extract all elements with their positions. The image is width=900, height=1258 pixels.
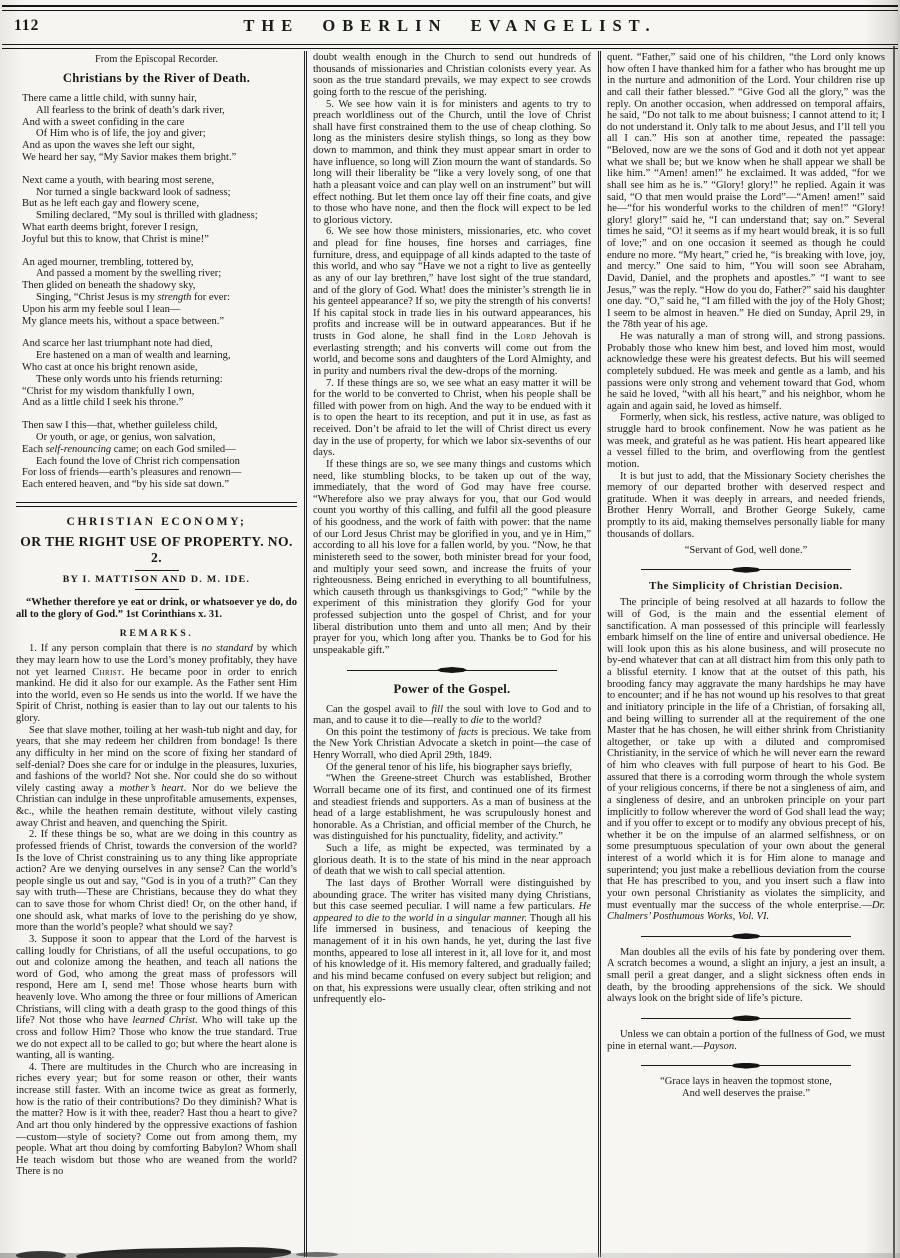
poem-line: And with a sweet confiding in the care bbox=[22, 116, 185, 128]
paragraph: Unless we can obtain a portion of the fullness of God, we must pine in eternal want.—Payson. bbox=[607, 1028, 885, 1052]
poem-line: Upon his arm my feeble soul I lean— bbox=[22, 303, 181, 315]
column-center bbox=[304, 51, 598, 1257]
poem-line: And passed a moment by the swelling river; bbox=[36, 268, 222, 280]
paragraph: Such a life, as might be expected, was terminated by a glorious death. It is to the state of his mind in the near approach of death that we wish to call special attention. bbox=[313, 843, 591, 878]
paragraph: The principle of being resolved at all hazards to follow the will of God, is the main and the essential element of sanctification. A man possessed of this principle will fearlessly embark himself on the line of entire and universal obedience. He will look upon this as his alone business, and will prosecute no by-end whatever that can at all distract him from this only path to a blissful eternity. I know that at the outset of this path, his brooding fancy may aggravate the many hardships he may have to encounter; and if he has not wound up his resolves to that great and initiatory principle in the life of a Christian, of forsaking all, and being willing to surrender all at the requirement of the one Master that he has chosen, he will either shrink from Christianity altogether, or take up with a diluted and compromised Christianity, in the service of which he will never earn the reward of him who cleaves with full purpose of heart to his God. Be assured that there is a corroding worm through the whole system of your religious concerns, if there be not a singleness of aim, and a singleness of desire, and an unbroken principle on your part implicitly to follow wherever the word of God shall lead the way; and if you offer to except or to modify any obvious precept of his, whether it be on the impulse of an alarmed selfishness, or on some presumptuous speculation of your own about the general interest of a world which it is for Him alone to manage and superintend; you just make a rebellious deviation from the course that He has prescribed to you, and you insert such a flaw into your own personal Christianity as violates the simplicity, and must eventually mar the success of the whole enterprise.—Dr. Chalmers’ Posthumous Works, Vol. VI. bbox=[607, 597, 885, 923]
poem-line: Or youth, or age, or genius, won salvation, bbox=[36, 431, 216, 443]
paragraph: If these things are so, we see many things and customs which need, like stumbling blocks, to be taken up out of the way, immediately, that the word of God may have free course. “Wherefore also we pray always for you, that our God would count you worthy of this calling, and fulfil all the good pleasure of his goodness, and the work of faith with power: that the name of our Lord Jesus Christ may be glorified in you, and ye in Him,” according to all his love for a fallen world, by you. “Now, he that ministereth seed to the sower, both minister bread for your food, and multiply your seed sown, and increase the fruits of your righteousness. Being enriched in everything to all bountifulness, which causeth through us thanksgivings to God;” “while by the experiment of this ministration they glorify God for your professed subjection unto the gospel of Christ, and for your liberal distribution unto them and unto all men; And by their prayer for you, which long after you. Thanks be to God for his unspeakable gift.” bbox=[313, 458, 591, 656]
column-right bbox=[598, 51, 892, 1257]
paragraph: 3. Suppose it soon to appear that the Lord of the harvest is calling loudly for Christians, of all the useful occupations, to go out and colonize among the heathen, and teach all nations the word of God, who among the great mass of professors will respond, Here am I, send me! Those whose hearts burn with heavenly love. Who among the three or four millions of American Christians, will cling with a death grasp to the good things of this life? Not those who have learned Christ. Who will take up the cross and follow Him? Those who know the true standard. True we do not expect all to be called to go; but where the heart alone is wanting, all is wanting. bbox=[16, 933, 297, 1062]
poem-line: Then saw I this—that, whether guileless child, bbox=[22, 420, 218, 432]
scripture-epigraph: “Whether therefore ye eat or drink, or whatsoever ye do, do all to the glory of God.” 1st Corinthians x. 31. bbox=[16, 596, 297, 621]
diamond-divider bbox=[641, 1059, 851, 1071]
diamond-divider bbox=[347, 664, 557, 676]
page-edge-rule bbox=[893, 46, 895, 1258]
paragraph: Man doubles all the evils of his fate by pondering over them. A scratch becomes a wound, a slight an injury, a jest an insult, a small peril a great danger, and a slight sickness often ends in death, by the brooding apprehensions of the sick. We should always look on the bright side of life’s picture. bbox=[607, 946, 885, 1005]
diamond-divider bbox=[641, 563, 851, 575]
poem-line: Joyful but this to know, that Christ is mine!” bbox=[22, 233, 209, 245]
paragraph: It is but just to add, that the Missionary Society cherishes the memory of our departed brother with deserved respect and gratitude. When it was deeply in arrears, and needed friends, Brother Henry Worrall, and Brother George Sukely, came promptly to its aid, making themselves personally liable for many thousands of dollars. bbox=[607, 470, 885, 540]
paragraph: 6. We see how those ministers, missionaries, etc. who covet and plead for fine houses, fine horses and carriages, fine furniture, dress, and equippage of all kinds adapted to the taste of this world, and who say “Have we not a right to live as genteelly as any of our lay brethren,” have lost sight of the true standard, and of the glory of God. What! does the minister’s strength lie in his genteel appearance? If so, we pity the strength of his converts! If his capital stock in trade lies in his outward appearances, his profits and increase will be in outward appearances. But if he trusts in God alone, he shall find in the Lord Jehovah is everlasting strength; and his converts will come out from the world, and become sons and daughters of the Lord Almighty, and in purity and numbers rival the dew-drops of the morning. bbox=[313, 226, 591, 377]
paragraph: He was naturally a man of strong will, and strong passions. Probably those who knew him best, and loved him most, would acknowledge these were his greatest defects. But his will seemed completely subdued. He was meek and gentle as a lamb, and his passions were only strong and vehement toward that God, whom he said he loved, “with all his heart,” and his neighbor, whom he again and again said, he loved as himself. bbox=[607, 331, 885, 412]
poem-line: All fearless to the brink of death’s dark river, bbox=[36, 104, 225, 116]
poem-stanza bbox=[22, 338, 297, 409]
article-series-title: CHRISTIAN ECONOMY; bbox=[66, 514, 247, 528]
poem-line: What earth deems bright, forever I resign, bbox=[22, 221, 199, 233]
poem-line: And as a little child I seek his throne.” bbox=[22, 397, 184, 409]
poem-line: Ere hastened on a man of wealth and learning, bbox=[36, 350, 231, 362]
article-title: Power of the Gospel. bbox=[393, 681, 511, 696]
paragraph: Can the gospel avail to fill the soul with love to God and to man, and to cause it to die—really to die to the world? bbox=[313, 703, 591, 727]
poem-line: Next came a youth, with bearing most serene, bbox=[22, 174, 215, 186]
poem-line: And scarce her last triumphant note had died, bbox=[22, 338, 213, 350]
paragraph: 4. There are multitudes in the Church who are increasing in riches every year; but for some reason or other, their wants increase still faster. With an income twice as great as formerly, how is the ratio of their contributions? Do they diminish? What is the matter? How is it with thee, reader? Hast thou a heart to give? And art thou only hindered by the oppressive exactions of fashion—custom—style of society? Come out from among them, my people. What art thou doing by comforting Babylon? Whom shall He teach wisdom but those who are weaned from the world? There is no bbox=[16, 1061, 297, 1178]
poem-line: Who cast at once his bright renown aside, bbox=[22, 361, 198, 373]
poem-line: There came a little child, with sunny hair, bbox=[22, 93, 197, 104]
poem-line: Each self-renouncing came; on each God smiled— bbox=[22, 443, 236, 455]
poem-line: Each found the love of Christ rich compensation bbox=[36, 455, 240, 467]
closing-couplet bbox=[607, 1076, 885, 1100]
top-border-rule bbox=[2, 5, 898, 11]
section-rule bbox=[16, 502, 297, 507]
poem-line: Then glided on beneath the shadowy sky, bbox=[22, 280, 196, 292]
paragraph: “When the Greene-street Church was established, Brother Worrall became one of its first, and continued one of its firmest and steadiest friends and supporters. As a man of business at the head of a large establishment, he was scrupulously honest and honorable. As a Christian, and official member of the Church, he was distinguished for his punctuality, fidelity, and activity.” bbox=[313, 773, 591, 843]
poem-line: Nor turned a single backward look of sadness; bbox=[36, 186, 231, 198]
diamond-divider bbox=[641, 930, 851, 942]
paragraph: 1. If any person complain that there is no standard by which they may learn how to use the Lord’s money profitably, they have not yet learned Christ. He became poor in order to enrich mankind. He did it also for our example. As the Father sent Him into the world, even so He sends us into the world. If we have the Spirit of Christ, nothing is easier than to lay out our talents to his glory. bbox=[16, 643, 297, 725]
article-subtitle: OR THE RIGHT USE OF PROPERTY. NO. 2. bbox=[20, 533, 293, 565]
paragraph: The last days of Brother Worrall were distinguished by abounding grace. The writer has visited many dying Christians, but this case seemed peculiar. I will name a few particulars. He appeared to die to the world in a singular manner. Though all his life immersed in business, and tenacious of keeping the management of it in his own hands, he yet, during the last five months, appeared to lose all interest in it, all love for it, and most of his knowledge of it. His memory faltered, and gradually failed; and his mind became confused on every subject but religion; and on that, his expressions were usually clear, often striking and not unfrequently elo- bbox=[313, 877, 591, 1006]
paragraph-continuation: doubt wealth enough in the Church to send out hundreds of thousands of missionaries and Christian colonists every year. As soon as the true standard prevails, we may expect to see crowds going forth to the rescue of the perishing. bbox=[313, 52, 591, 98]
article-source: From the Episcopal Recorder. bbox=[95, 54, 218, 65]
poem-line: And as upon the waves she left our sight, bbox=[22, 140, 195, 152]
poem-line: “Grace lays in heaven the topmost stone, bbox=[660, 1076, 832, 1088]
poem-line: Of Him who is of life, the joy and giver; bbox=[36, 128, 206, 140]
poem-line: Singing, “Christ Jesus is my strength for ever: bbox=[36, 291, 230, 303]
paragraph: See that slave mother, toiling at her wash-tub night and day, for years, that she may redeem her children from bondage! Is there any difficulty in her mind on the score of fixing her standard of self-denial? Does she care for or indulge in the pleasures, luxuries, and fashions of the world? Not she. Nor could she do so without vilely casting away a mother’s heart. Nor do we believe the Christian can indulge in these unprofitable amusements, expenses, &c., while the heathen remain destitute, without vilely casting away Christ and heaven, and quenching the Spirit. bbox=[16, 724, 298, 829]
diamond-divider bbox=[641, 1012, 851, 1024]
poem-line: And well deserves the praise.” bbox=[682, 1087, 810, 1099]
article-title: The Simplicity of Christian Decision. bbox=[649, 580, 843, 593]
poem-stanza bbox=[22, 175, 297, 246]
poem-line: An aged mourner, trembling, tottered by, bbox=[22, 256, 194, 268]
scan-edge-shade bbox=[0, 1253, 900, 1258]
paragraph: 7. If these things are so, we see what an easy matter it will be for the world to be converted to Christ, when his people shall be filled with power from on high. And the way to be endued with it is to open the heart to its reception, and put it in use, as fast as received. Don’t be afraid to let the will of Christ direct us every day in the use of property, for which we labor six-sevenths of our days. bbox=[313, 377, 591, 459]
paragraph: Of the general tenor of his life, his biographer says briefly, bbox=[326, 761, 572, 773]
paragraph: 2. If these things be so, what are we doing in this country as professed friends of Christ, towards the conversion of the world? Is the love of Christ constraining us to any thing like appropriate action? Are we denying ourselves in any sense? Can the world’s people single us out and say, “God is in you of a truth?” Can they say with truth—These are Christians, because they do what they can to save those for whom Christ died! Or, on the other hand, if one should ask, what marks of love to the perishing do ye show, more than the world’s people? what should we say? bbox=[16, 829, 297, 934]
poem-line: These only words unto his friends returning: bbox=[36, 373, 223, 385]
paragraph: On this point the testimony of facts is precious. We take from the New York Christian Advocate a sketch in point—the case of Henry Worrall, who died April 29th, 1849. bbox=[313, 726, 592, 761]
poem-line: Each entered heaven, and “by his side sat down.” bbox=[22, 479, 230, 491]
remarks-heading: REMARKS. bbox=[119, 628, 194, 640]
ornament-rule bbox=[135, 570, 179, 571]
poem-line: Smiling declared, “My soul is thrilled with gladness; bbox=[36, 210, 258, 222]
paragraph: 5. We see how vain it is for ministers and agents to try to preach worldliness out of the Church, until the love of Christ shall have first constrained them to the use of cheap clothing. So long as the ministers desire stylish things, so long as they bow down to mammon, and think they must appear smart in order to have influence, so long will Zion mourn the want of standards. So long will their liberality be “like a very lovely song, of one that hath a pleasant voice and can play well on an instrument” but will effect nothing. But let them once lay off their fine coats, and give to those who have none, and then the flock will expect to be led to glorious victory. bbox=[313, 98, 591, 226]
poem-line: We heard her say, “My Savior makes them bright.” bbox=[22, 151, 237, 163]
closing-line: “Servant of God, well done.” bbox=[684, 545, 808, 557]
article-title: Christians by the River of Death. bbox=[62, 71, 251, 85]
poem-stanza bbox=[22, 257, 297, 328]
page-number: 112 bbox=[14, 17, 40, 34]
poem-stanza bbox=[22, 93, 297, 164]
paragraph-continuation: quent. “Father,” said one of his children, “the Lord only knows how often I have thanked him for a father who has brought me up in the nurture and admonition of the Lord. Your children rise up and call their father blessed.” “Give God all the glory,” was the reply. On another occasion, when addressed on temporal affairs, he said, “Do not talk to me about buisness; I cannot attend to it; I do not understand it. Only talk to me about Jesus, and I’ll tell you all I can.” His son at another time, repeated the passage: “Beloved, now are we the sons of God and it doth not yet appear what we shall be; but we know when he shall appear we shall be like him.” “Amen! amen!” he exclaimed. It was added, “for we shall see him as he is.” “Glory! glory!” he replied. Again it was said, “O that men would praise the Lord”—“Amen! amen!” said he—“for his wonderful works to the children of men!” “Glory! glory! glory!” said he, “I can understand that; say on.” Several times he said, “O! it seems as if my heart would break, it is so full of love;” and on one occasion it seemed as though he could endure no more. “My heart,” cried he, “is breaking with love, joy, and mercy.” One said to him, “You will soon see Abraham, David, Daniel, and the prophets and apostles.” “I want to see Jesus,” was the reply. “How do you do, Father?” said his daughter one day. “O,” said he, “I am filled with the joy of the Holy Ghost; I seem to be almost in heaven.” He died on Sunday, April 29, in the 78th year of his age. bbox=[607, 52, 885, 331]
poem-stanza bbox=[22, 420, 297, 491]
columns-container bbox=[0, 49, 900, 1257]
paragraph: Formerly, when sick, his restless, active nature, was obliged to struggle hard to brook confinement. Now he was patient as he was meek, and grateful as he was patient. His heart appeared like a vessel filled to the brim, and overflowing from the gentlest motion. bbox=[607, 412, 885, 470]
poem-line: For loss of friends—earth’s pleasures and renown— bbox=[22, 467, 242, 479]
column-left bbox=[10, 51, 304, 1257]
masthead-title: THE OBERLIN EVANGELIST. bbox=[243, 16, 657, 35]
poem-line: My glance meets his, without a space between.” bbox=[22, 315, 225, 327]
poem-line: But as he left each gay and flowery scene, bbox=[22, 198, 199, 210]
byline: BY I. MATTISON AND D. M. IDE. bbox=[62, 573, 251, 585]
poem-line: “Christ for my wisdom thankfully I own, bbox=[22, 385, 195, 397]
ornament-rule bbox=[135, 589, 179, 590]
page-header bbox=[0, 13, 900, 42]
